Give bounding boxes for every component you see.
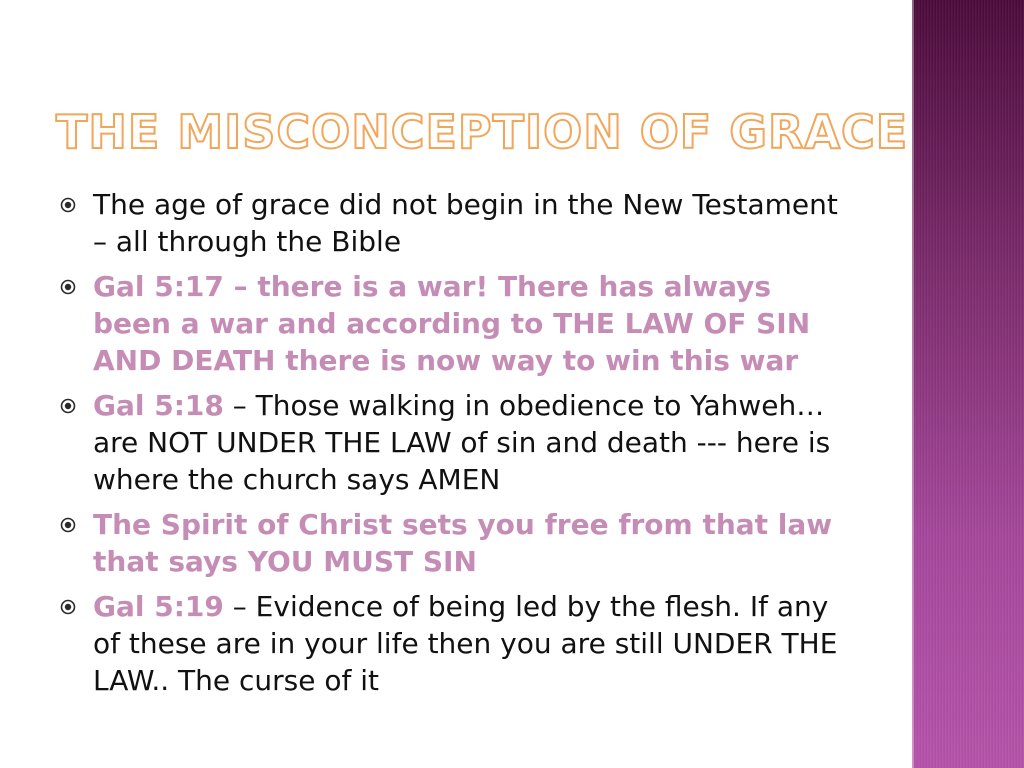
- bullet-list: [60, 186, 850, 707]
- bullet-highlight-text: The Spirit of Christ sets you free from that law that says YOU MUST SIN: [93, 508, 833, 578]
- bullet-reference: Gal 5:19: [93, 590, 224, 623]
- bullet-item-3: [60, 387, 850, 498]
- circled-dot-icon: [60, 398, 76, 414]
- bullet-item-1: [60, 186, 850, 260]
- circled-dot-icon: [60, 279, 76, 295]
- bullet-text: – Those walking in obedience to Yahweh… are NOT UNDER THE LAW of sin and death --- here is where the church says AMEN: [93, 389, 831, 496]
- bullet-highlight-text: Gal 5:17 – there is a war! There has always been a war and according to THE LAW OF SIN AND DEATH there is now way to win this war: [93, 270, 811, 377]
- bullet-item-2: [60, 268, 850, 379]
- bullet-text: The age of grace did not begin in the New Testament – all through the Bible: [93, 188, 838, 258]
- circled-dot-icon: [60, 599, 76, 615]
- circled-dot-icon: [60, 197, 76, 213]
- bullet-reference: Gal 5:18: [93, 389, 224, 422]
- bullet-item-4: [60, 506, 850, 580]
- side-decoration-band: [912, 0, 1024, 768]
- circled-dot-icon: [60, 517, 76, 533]
- bullet-item-5: [60, 588, 850, 699]
- slide-title: THE MISCONCEPTION OF GRACE: [56, 105, 909, 159]
- bullet-text: – Evidence of being led by the flesh. If any of these are in your life then you are still UNDER THE LAW.. The curse of it: [93, 590, 838, 697]
